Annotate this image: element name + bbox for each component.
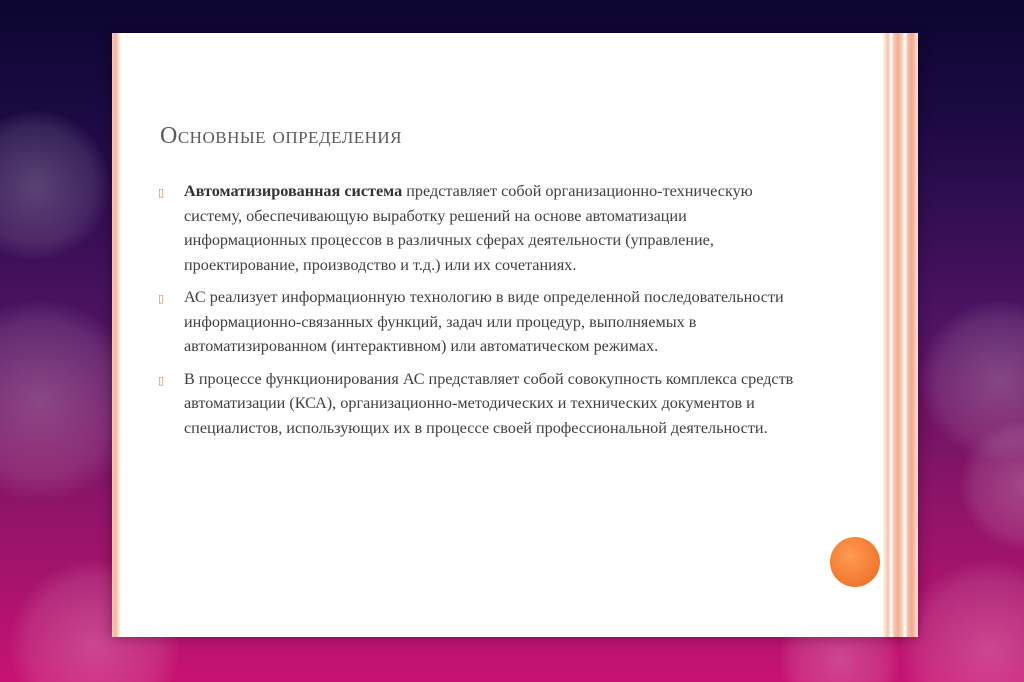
- right-decorative-stripes: [882, 33, 918, 637]
- bokeh-circle: [0, 110, 110, 260]
- slide-title: Основные определения: [160, 123, 403, 149]
- list-item: [156, 367, 796, 441]
- item-text: представляет собой организационно-техническую систему, обеспечивающую выработку решений на основе автоматизации информационных процессов в различных сферах деятельности (управление, проектирование, производство и т.д.) или их сочетаниях.: [184, 182, 753, 274]
- presentation-slide: [112, 33, 918, 637]
- bokeh-circle: [900, 560, 1024, 682]
- item-text: В процессе функционирования АС представляет собой совокупность комплекса средств автоматизации (КСА), организационно-методических и технических документов и специалистов, использующих их в процессе своей профессиональной деятельности.: [184, 369, 794, 437]
- orange-circle-decoration: [830, 537, 880, 587]
- list-item: [156, 179, 796, 277]
- item-text: АС реализует информационную технологию в виде определенной последовательности информационно-связанных функций, задач или процедур, выполняемых в автоматизированном (интерактивном) или автоматическом режимах.: [184, 288, 784, 355]
- bullet-icon: ▯: [158, 374, 165, 387]
- list-item: [156, 285, 796, 359]
- bullet-icon: ▯: [158, 293, 165, 305]
- left-decorative-stripe: [112, 33, 121, 637]
- bullet-list: [156, 179, 796, 448]
- term-label: Автоматизированная система: [184, 182, 403, 200]
- bullet-icon: ▯: [158, 187, 165, 199]
